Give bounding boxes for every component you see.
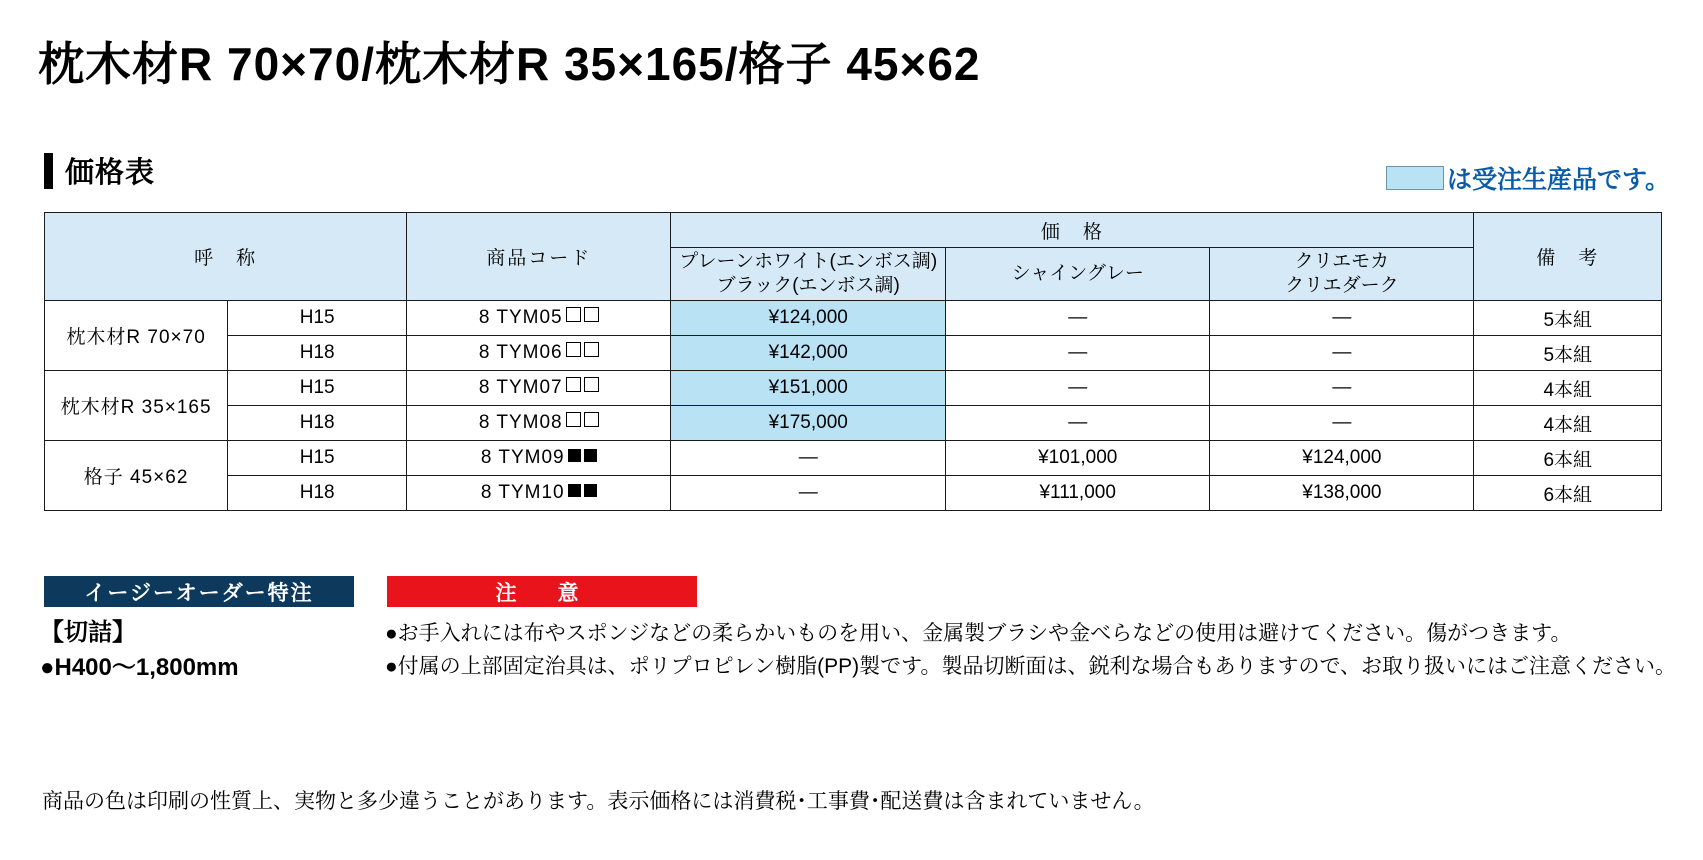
- table-body: [45, 301, 1662, 511]
- easy-order-line-1: 【切詰】: [40, 619, 136, 646]
- row-product-code: [407, 301, 671, 336]
- row-height-code: H18: [228, 406, 407, 441]
- row-price-col1: ¥151,000: [671, 371, 946, 406]
- caution-item: ●お手入れには布やスポンジなどの柔らかいものを用い、金属製ブラシや金べらなどの使用は避けてください。傷がつきます。: [385, 622, 1572, 645]
- row-name: 枕木材R 35×165: [45, 371, 228, 441]
- row-price-col2: —: [946, 371, 1210, 406]
- easy-order-line-2: ●H400〜1,800mm: [40, 653, 239, 681]
- table-row: [45, 371, 1662, 406]
- row-product-code-text: 8 TYM05: [478, 307, 563, 328]
- row-price-col2: ¥101,000: [946, 441, 1210, 476]
- header-price-col3-line2: クリエダーク: [1285, 275, 1399, 296]
- caution-items: [385, 618, 1676, 683]
- square-open-icon: [566, 412, 581, 427]
- row-price-col2: —: [946, 336, 1210, 371]
- square-open-icon: [566, 342, 581, 357]
- row-height-code: H15: [228, 441, 407, 476]
- square-filled-icon: [584, 484, 597, 497]
- square-filled-icon: [584, 449, 597, 462]
- header-remark: 備 考: [1474, 213, 1662, 301]
- square-open-icon: [566, 377, 581, 392]
- row-height-code: H15: [228, 301, 407, 336]
- row-price-col3: —: [1210, 371, 1474, 406]
- section-header: [44, 150, 155, 191]
- header-price-col1: [671, 248, 946, 301]
- row-height-code: H18: [228, 336, 407, 371]
- section-title: 価格表: [65, 157, 156, 189]
- table-row: [45, 441, 1662, 476]
- header-price-col1-line1: プレーンホワイト(エンボス調): [679, 251, 938, 273]
- row-remark: 4本組: [1474, 406, 1662, 441]
- row-price-col2: —: [946, 406, 1210, 441]
- header-price-col2: シャイングレー: [946, 248, 1210, 301]
- row-price-col1: ¥124,000: [671, 301, 946, 336]
- price-table: [44, 212, 1662, 511]
- legend-label: は受注生産品です。: [1446, 166, 1670, 194]
- row-price-col1: —: [671, 441, 946, 476]
- table-head: [45, 213, 1662, 301]
- caution-label: 注 意: [387, 576, 697, 607]
- row-product-code: [407, 371, 671, 406]
- row-remark: 6本組: [1474, 476, 1662, 511]
- table-row: [45, 406, 1662, 441]
- page-title: 枕木材R 70×70/枕木材R 35×165/格子 45×62: [38, 38, 981, 90]
- row-price-col3: ¥124,000: [1210, 441, 1474, 476]
- made-to-order-legend: [1386, 160, 1670, 196]
- footnote: 商品の色は印刷の性質上、実物と多少違うことがあります。表示価格には消費税･工事費･配送費は含まれていません。: [42, 790, 1155, 813]
- row-price-col1: ¥142,000: [671, 336, 946, 371]
- row-price-col1: —: [671, 476, 946, 511]
- square-open-icon: [584, 342, 599, 357]
- square-filled-icon: [568, 484, 581, 497]
- row-remark: 5本組: [1474, 301, 1662, 336]
- table-row: [45, 476, 1662, 511]
- table-row: [45, 336, 1662, 371]
- row-product-code: [407, 476, 671, 511]
- easy-order-label: イージーオーダー特注: [44, 576, 354, 607]
- square-open-icon: [584, 412, 599, 427]
- table-header-row-1: [45, 213, 1662, 248]
- row-price-col3: —: [1210, 301, 1474, 336]
- row-remark: 5本組: [1474, 336, 1662, 371]
- section-accent-bar: [44, 153, 53, 189]
- row-product-code: [407, 336, 671, 371]
- row-name: 枕木材R 70×70: [45, 301, 228, 371]
- header-price-col3: [1210, 248, 1474, 301]
- row-remark: 6本組: [1474, 441, 1662, 476]
- row-product-code: [407, 406, 671, 441]
- row-product-code-text: 8 TYM06: [478, 342, 563, 363]
- row-price-col2: ¥111,000: [946, 476, 1210, 511]
- table-row: [45, 301, 1662, 336]
- row-height-code: H15: [228, 371, 407, 406]
- row-remark: 4本組: [1474, 371, 1662, 406]
- row-price-col3: ¥138,000: [1210, 476, 1474, 511]
- header-code: 商品コード: [407, 213, 671, 301]
- caution-item: ●付属の上部固定治具は、ポリプロピレン樹脂(PP)製です。製品切断面は、鋭利な場合もありますので、お取り扱いにはご注意ください。: [385, 654, 1677, 678]
- legend-color-swatch: [1386, 166, 1444, 190]
- square-filled-icon: [568, 449, 581, 462]
- header-price-col1-line2: ブラック(エンボス調): [716, 275, 900, 296]
- row-product-code-text: 8 TYM09: [480, 447, 565, 468]
- header-price-group: 価 格: [671, 213, 1474, 248]
- row-price-col3: —: [1210, 406, 1474, 441]
- square-open-icon: [584, 307, 599, 322]
- row-product-code: [407, 441, 671, 476]
- square-open-icon: [584, 377, 599, 392]
- row-price-col1: ¥175,000: [671, 406, 946, 441]
- row-price-col3: —: [1210, 336, 1474, 371]
- row-product-code-text: 8 TYM10: [480, 482, 565, 503]
- row-product-code-text: 8 TYM07: [478, 377, 563, 398]
- header-price-col3-line1: クリエモカ: [1294, 251, 1390, 273]
- header-name: 呼 称: [45, 213, 407, 301]
- square-open-icon: [566, 307, 581, 322]
- row-product-code-text: 8 TYM08: [478, 412, 563, 433]
- easy-order-details: [40, 616, 239, 686]
- row-name: 格子 45×62: [45, 441, 228, 511]
- row-price-col2: —: [946, 301, 1210, 336]
- row-height-code: H18: [228, 476, 407, 511]
